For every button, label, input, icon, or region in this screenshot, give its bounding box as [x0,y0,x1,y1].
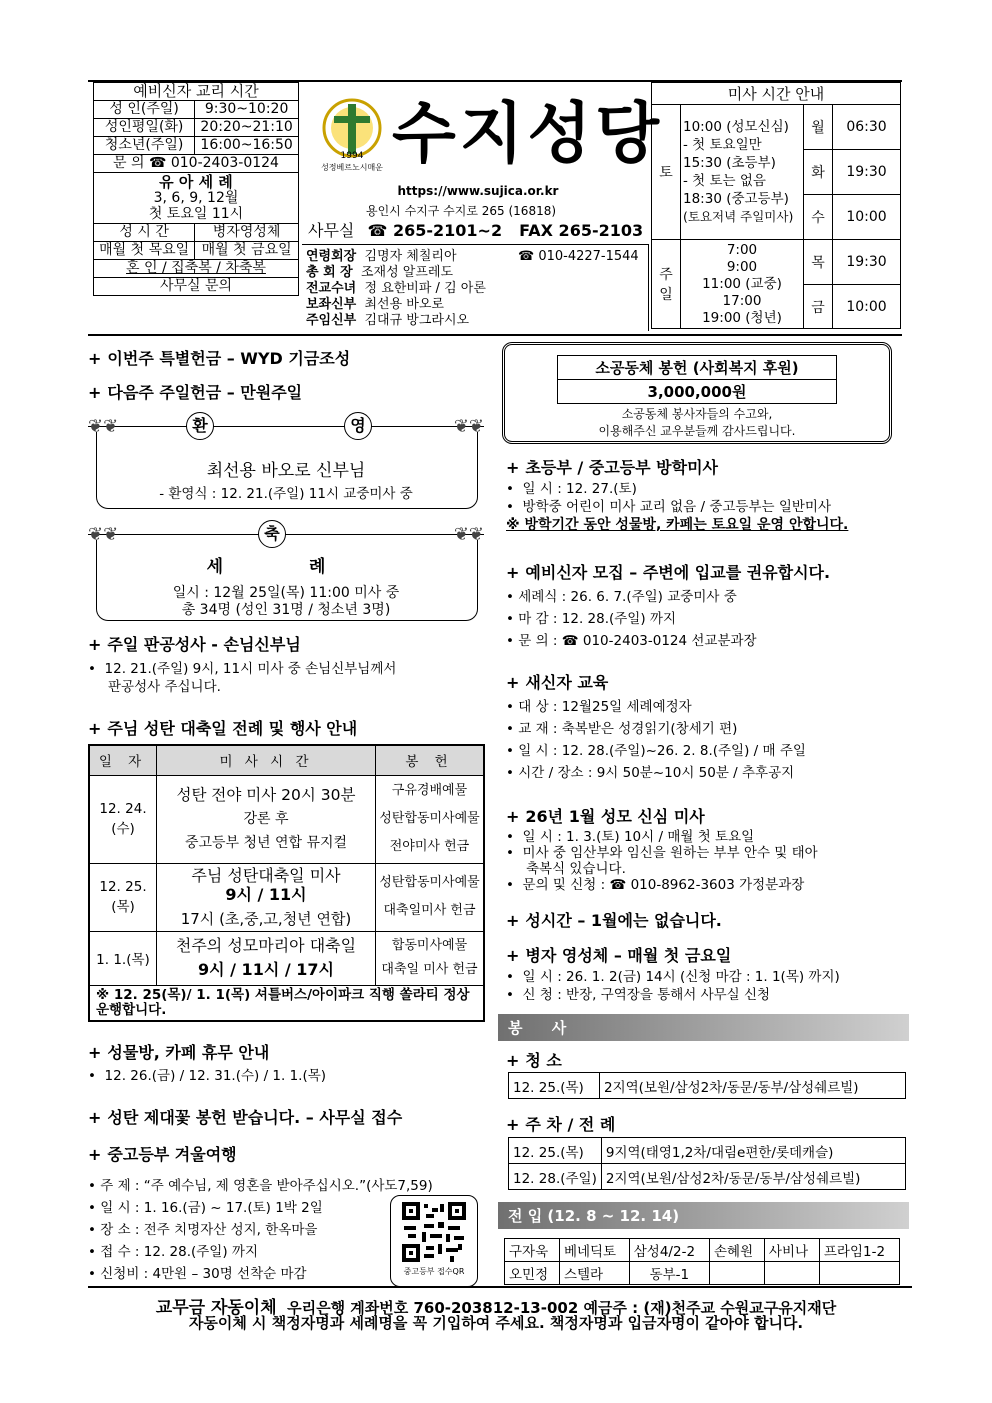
office-contact [308,218,643,241]
marriage-value: 사무실 문의 [94,278,299,296]
mass-title: 미사 시간 안내 [652,83,901,105]
footer-instruction: 자동이체 시 책정자명과 세례명을 꼭 기입하여 주세요. 책정자명과 입금자명이 같아야 합니다. [188,1314,804,1332]
table-row: 1. 1.(목) 천주의 성모마리아 대축일 9시 / 11시 / 17시 합동미사예물 대축일 미사 헌금 [89,931,484,985]
table-row: 구자욱 베네딕토 삼성4/2-2 손혜원 사비나 프라임1-2 [505,1239,900,1262]
section-marian-mass: + 26년 1월 성모 신심 미사 [506,807,705,826]
parking-table [508,1137,906,1190]
baptism-banner [88,518,484,622]
section-new-believers: + 새신자 교육 [506,673,609,692]
staff-row: 총 회 장 조재성 알프레도 [306,265,454,280]
section-sick-communion: + 병자 영성체 – 매월 첫 금요일 [506,946,732,965]
laurel-left-icon: ❦❦ [88,416,119,437]
welcome-name: 최선용 바오로 신부님 [206,461,366,481]
shuttle-note: ※ 12. 25(목)/ 1. 1(목) 셔틀버스/아이파크 직행 쏠라티 정상 운행합니다. [89,985,484,1021]
sick-communion-details: • 일 시 : 26. 1. 2(금) 14시 (신청 마감 : 1. 1(목) 까지) • 신 청 : 반장, 구역장을 통해서 사무실 신청 [506,969,840,1003]
parish-name: 수지성당 [392,95,664,172]
weekday-time: 19:30 [833,150,901,195]
infant-baptism-months: 3, 6, 9, 12월 [153,190,239,206]
section-confession: + 주일 판공성사 - 손님신부님 [88,635,301,654]
staff-row: 보좌신부 최선용 바오로 [306,297,444,312]
table-row: 12. 25. (목) 주님 성탄대축일 미사 9시 / 11시 17시 (초,중,고,청년 연합) 성탄합동미사예물 대축일미사 헌금 [89,863,484,931]
column-header: 미 사 시 간 [157,745,376,775]
weekday-label: 수 [804,195,833,240]
table-row: 12. 25.(목) 9지역(태영1,2차/대림e편한/롯데캐슬) [509,1138,906,1164]
donation-title: 소공동체 봉헌 (사회복지 후원) [558,356,837,380]
section-catechumen: + 예비신자 모집 – 주변에 입교를 권유합시다. [506,563,831,582]
baptism-title: 세 례 [206,557,366,577]
confession-text: • 12. 21.(주일) 9시, 11시 미사 중 손님신부님께서 판공성사 주십니다. [88,661,397,695]
qr-code[interactable] [390,1195,478,1287]
vacation-mass-details: • 일 시 : 12. 27.(토) • 방학중 어린이 미사 교리 없음 / 중고등부는 일반미사 ※ 방학기간 동안 성물방, 카페는 토요일 운영 안합니다. [506,481,849,533]
marian-mass-details: • 일 시 : 1. 3.(토) 10시 / 매월 첫 토요일 • 미사 중 임산부와 임신을 원하는 부부 안수 및 태아 축복식 있습니다. • 문의 및 신청 : ☎ 010-8962-3603 가정분과장 [506,829,818,893]
new-believers-details: • 대 상 : 12월25일 세례예정자 • 교 재 : 축복받은 성경읽기(창세기 편) • 일 시 : 12. 28.(주일)~26. 2. 8.(주일) / 매 주일 • 시간 / 장소 : 9시 50분~10시 50분 / 추후공지 [506,699,806,781]
column-header: 봉 헌 [376,745,485,775]
staff-row: 주임신부 김대규 방그라시오 [306,313,470,328]
laurel-right-icon: ❦❦ [453,416,484,437]
moving-in-bar: 전 입 (12. 8 ~ 12. 14) [498,1202,909,1229]
confession-value: 매월 첫 목요일 [94,242,195,260]
column-header: 일 자 [89,745,157,775]
address: 용인시 수지구 수지로 265 (16818) [366,204,557,218]
staff-row: 연령회장 김명자 체칠리아 [306,249,457,264]
staff-list [302,244,649,331]
catechism-label: 청소년(주일) [94,137,195,155]
footer-label: 교무금 자동이체 [155,1298,277,1318]
weekday-label: 월 [804,105,833,150]
qr-code-icon [402,1202,466,1262]
footer-divider [88,1286,912,1288]
footer-account-number: 우리은행 계좌번호 760-203812-13-002 예금주 : (재)천주교 수원교구유지재단 [287,1299,837,1317]
welcome-banner [88,410,484,510]
sunday-masses: 7:00 9:00 11:00 (교중) 17:00 19:00 (청년) [681,240,804,329]
saturday-label: 토 [652,105,681,240]
catechism-title: 예비신자 교리 시간 [94,83,299,101]
office-phone: ☎ 265-2101~2 [367,221,503,240]
section-parking: + 주 차 / 전 례 [506,1115,616,1134]
welcome-badge: 영 [344,412,372,440]
celebration-badge: 축 [258,520,286,548]
weekday-label: 목 [804,240,833,285]
catechism-label: 성인평일(화) [94,119,195,137]
marriage-title: 혼 인 / 집축복 / 차축복 [94,260,299,278]
weekday-label: 화 [804,150,833,195]
section-next-collection: + 다음주 주일헌금 – 만원주일 [88,383,303,402]
catechism-table [93,82,299,296]
mass-time-table [651,82,901,329]
sunday-label: 주일 [652,240,681,329]
baptism-date: 일시 : 12월 25일(목) 11:00 미사 중 [172,585,400,601]
laurel-right-icon: ❦❦ [453,524,484,545]
table-row: 12. 28.(주일) 2지역(보원/삼성2차/동문/동부/삼성쉐르빌) [509,1164,906,1190]
section-special-collection: + 이번주 특별헌금 – WYD 기금조성 [88,349,351,368]
weekday-label: 금 [804,285,833,329]
donation-amount: 3,000,000원 [558,380,837,404]
moving-in-table [504,1238,900,1285]
staff-phone: ☎ 010-4227-1544 [518,249,639,264]
catechism-time: 16:00~16:50 [195,137,299,155]
welcome-sub: - 환영식 : 12. 21.(주일) 11시 교중미사 중 [159,486,413,502]
catechism-time: 9:30~10:20 [195,101,299,119]
christmas-table [88,744,485,1022]
weekday-time: 19:30 [833,240,901,285]
table-row: 12. 25.(목) 2지역(보원/삼성2차/동문/동부/삼성쉐르빌) [509,1073,906,1099]
donation-thanks: 이용해주신 교우분들께 감사드립니다. [598,424,796,438]
office-label: 사무실 [308,221,355,240]
section-altar-flowers: + 성탄 제대꽃 봉헌 받습니다. – 사무실 접수 [88,1108,403,1127]
saturday-masses: 10:00 (성모신심) - 첫 토요일만 15:30 (초등부) - 첫 토는 없음 18:30 (중고등부) (토요저녁 주일미사) [681,105,804,240]
section-cleaning: + 청 소 [506,1051,562,1070]
qr-caption: 중고등부 접수QR [403,1267,465,1276]
table-row: 12. 24. (수) 성탄 전야 미사 20시 30분 강론 후 중고등부 청년 연합 뮤지컬 구유경배예물 성탄합동미사예물 전야미사 헌금 [89,775,484,863]
section-vacation-mass: + 초등부 / 중고등부 방학미사 [506,458,718,477]
welcome-badge: 환 [186,412,214,440]
website-link[interactable]: https://www.sujica.or.kr [397,184,559,198]
infant-baptism-title: 유 아 세 례 [159,173,233,191]
table-row: 오민정 스텔라 동부-1 [505,1262,900,1285]
catechumen-details: • 세례식 : 26. 6. 7.(주일) 교중미사 중 • 마 감 : 12. 28.(주일) 까지 • 문 의 : ☎ 010-2403-0124 선교분과장 [506,589,757,649]
shop-closure-dates: • 12. 26.(금) / 12. 31.(수) / 1. 1.(목) [88,1068,327,1084]
donation-box [502,342,892,444]
sick-communion-title: 병자영성체 [195,224,299,242]
staff-row: 전교수녀 정 요한비파 / 김 아론 [306,281,486,296]
section-christmas: + 주님 성탄 대축일 전례 및 행사 안내 [88,719,358,738]
weekday-time: 06:30 [833,105,901,150]
logo-year: 1994 [340,151,364,161]
catechism-time: 20:20~21:10 [195,119,299,137]
baptism-count: 총 34명 (성인 31명 / 청소년 3명) [181,602,391,618]
section-youth-trip: + 중고등부 겨울여행 [88,1145,237,1164]
office-fax: FAX 265-2103 [519,221,644,240]
service-bar: 봉 사 [498,1014,909,1041]
weekday-time: 10:00 [833,285,901,329]
section-shop-closure: + 성물방, 카페 휴무 안내 [88,1043,270,1062]
sick-communion-value: 매월 첫 금요일 [195,242,299,260]
catechism-phone: 문 의 ☎ 010-2403-0124 [94,155,299,173]
weekday-time: 10:00 [833,195,901,240]
infant-baptism-time: 첫 토요일 11시 [148,206,244,222]
section-holy-hour: + 성시간 – 1월에는 없습니다. [506,911,722,930]
youth-trip-details: • 주 제 : “주 예수님, 제 영혼을 받아주십시오.”(사도7,59) • 일 시 : 1. 16.(금) ~ 17.(토) 1박 2일 • 장 소 : 전주 치명자산 성지, 한옥마을 • 접 수 : 12. 28.(주일) 까지 • 신청비 : 4만원 – 30명 선착순 마감 [88,1178,433,1282]
confession-title: 성 시 간 [94,224,195,242]
laurel-left-icon: ❦❦ [88,524,119,545]
logo-caption: 성정베르노시매운 [321,163,383,172]
donation-thanks: 소공동체 봉사자들의 수고와, [621,407,773,421]
cleaning-table [508,1072,906,1099]
catechism-label: 성 인(주일) [94,101,195,119]
